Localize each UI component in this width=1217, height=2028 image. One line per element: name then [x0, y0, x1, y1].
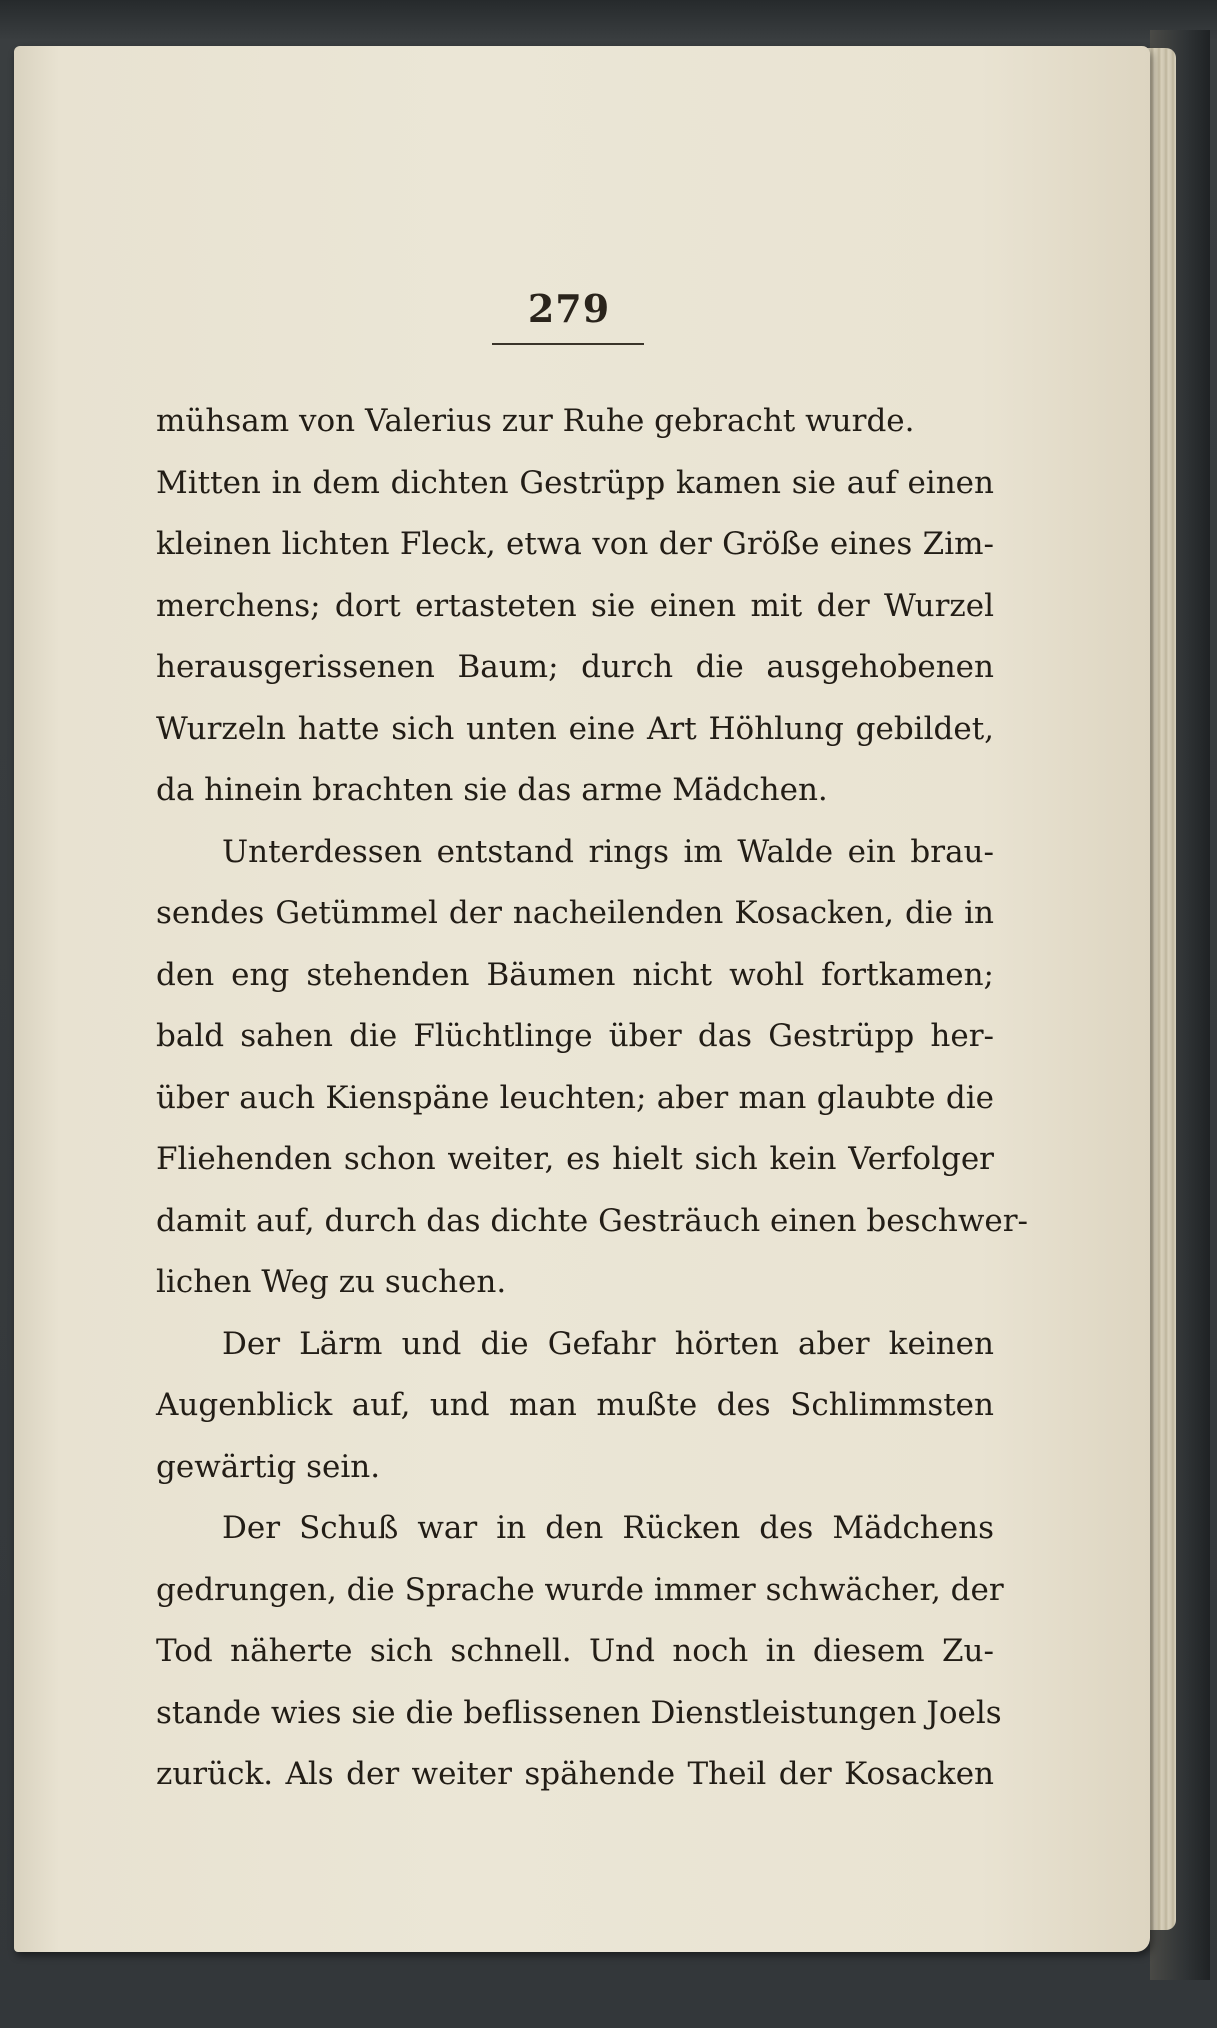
paragraph-first-line: Der Schuß war in den Rücken des Mädchens: [222, 1510, 994, 1546]
text-line: stande wies sie die beflissenen Dienstleistungen Joels: [156, 1694, 1002, 1731]
text-line: Tod näherte sich schnell. Und noch in diesem Zu-: [156, 1633, 994, 1669]
text-line: sendes Getümmel der nacheilenden Kosacken, die in: [156, 895, 994, 931]
text-line: da hinein brachten sie das arme Mädchen.: [156, 772, 828, 808]
paragraph-first-line: Unterdessen entstand rings im Walde ein brau-: [222, 833, 994, 870]
paragraph-first-line: Der Lärm und die Gefahr hörten aber keinen: [222, 1325, 994, 1362]
text-line: merchens; dort ertasteten sie einen mit der Wurzel: [156, 587, 994, 624]
text-line: gewärtig sein.: [156, 1448, 381, 1485]
text-line: den eng stehenden Bäumen nicht wohl fortkamen;: [156, 956, 994, 993]
text-line: Fliehenden schon weiter, es hielt sich kein Verfolger: [156, 1141, 994, 1177]
text-line: Mitten in dem dichten Gestrüpp kamen sie auf einen: [156, 464, 994, 501]
text-line: gedrungen, die Sprache wurde immer schwächer, der: [156, 1571, 1004, 1608]
text-line: Wurzeln hatte sich unten eine Art Höhlung gebildet,: [156, 710, 994, 747]
page-number: 279: [527, 286, 611, 331]
text-line: damit auf, durch das dichte Gesträuch einen beschwer-: [156, 1202, 1029, 1239]
body-text: [156, 391, 1029, 1806]
book-page: [14, 46, 1150, 1952]
text-line: herausgerissenen Baum; durch die ausgehobenen: [156, 649, 994, 685]
text-line: lichen Weg zu suchen.: [156, 1264, 507, 1300]
text-line: kleinen lichten Fleck, etwa von der Größe eines Zim-: [156, 526, 994, 562]
text-line: mühsam von Valerius zur Ruhe gebracht wurde.: [156, 403, 915, 439]
text-line: Augenblick auf, und man mußte des Schlimmsten: [156, 1387, 994, 1423]
text-line: über auch Kienspäne leuchten; aber man glaubte die: [156, 1079, 994, 1116]
text-line: bald sahen die Flüchtlinge über das Gestrüpp her-: [156, 1018, 994, 1054]
page-number-rule: [492, 343, 644, 345]
text-line: zurück. Als der weiter spähende Theil der Kosacken: [156, 1756, 994, 1792]
